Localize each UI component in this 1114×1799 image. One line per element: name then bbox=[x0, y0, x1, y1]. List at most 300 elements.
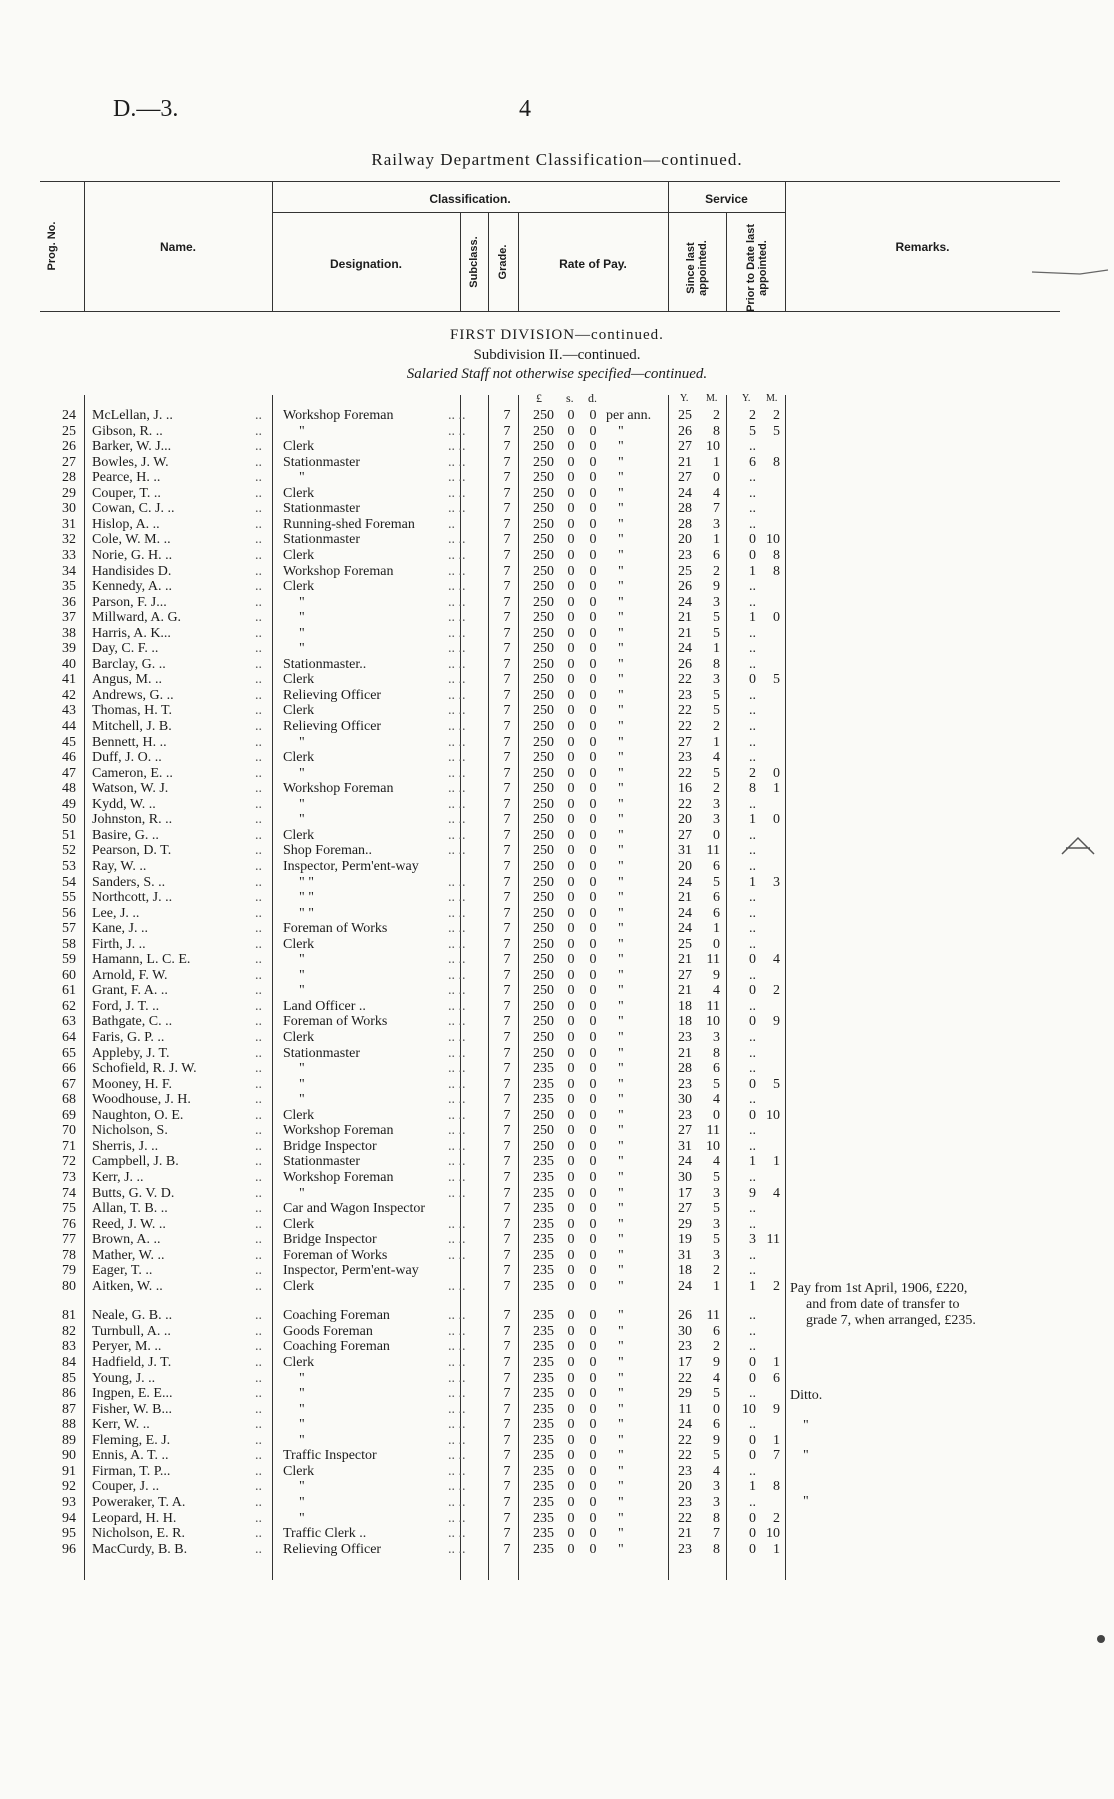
since-years-cell: 28 bbox=[678, 516, 692, 532]
since-years-cell: 27 bbox=[678, 967, 692, 983]
pay-shillings-cell: 0 bbox=[567, 485, 575, 501]
pay-pounds-cell: 235 bbox=[533, 1541, 554, 1557]
since-months-cell: 2 bbox=[713, 563, 720, 579]
pay-pounds-cell: 250 bbox=[533, 719, 554, 734]
since-months-cell: 3 bbox=[713, 594, 720, 610]
pay-shillings-cell: 0 bbox=[567, 890, 575, 906]
leader-dots: .. bbox=[255, 1014, 262, 1030]
pay-shillings-cell: 0 bbox=[567, 812, 575, 828]
prior-years-cell: .. bbox=[749, 1494, 756, 1510]
leader-dots: .. bbox=[255, 967, 262, 983]
since-months-cell: 9 bbox=[713, 1355, 720, 1370]
prior-months-cell: 0 bbox=[773, 765, 780, 781]
leader-dots: .. bbox=[255, 998, 262, 1014]
name-header: Name. bbox=[159, 240, 197, 254]
pay-pounds-cell: 250 bbox=[533, 983, 554, 999]
pay-pence-cell: 0 bbox=[589, 1123, 597, 1139]
pay-shillings-cell: 0 bbox=[567, 1417, 575, 1433]
grade-cell: 7 bbox=[503, 1154, 511, 1170]
table-row bbox=[0, 921, 1114, 937]
since-years-cell: 24 bbox=[678, 921, 692, 937]
prog-no-cell: 40 bbox=[62, 656, 76, 672]
since-years-cell: 22 bbox=[678, 796, 692, 812]
pay-period-cell: " bbox=[618, 1201, 624, 1217]
since-months-cell: 2 bbox=[713, 781, 720, 797]
prior-years-cell: .. bbox=[749, 641, 756, 657]
since-months-cell: 6 bbox=[713, 1323, 720, 1339]
leader-dots: .. .. bbox=[448, 827, 466, 843]
since-months-cell: 1 bbox=[713, 734, 720, 750]
grade-cell: 7 bbox=[503, 796, 511, 812]
pay-period-cell: " bbox=[618, 1448, 624, 1464]
prog-no-cell: 75 bbox=[62, 1201, 76, 1217]
pay-shillings-cell: 0 bbox=[567, 750, 575, 766]
since-months-cell: 5 bbox=[713, 1076, 720, 1092]
pay-pounds-cell: 250 bbox=[533, 532, 554, 548]
table-row bbox=[0, 1479, 1114, 1495]
remark-aitken-line-3: grade 7, when arranged, £235. bbox=[806, 1313, 976, 1328]
leader-dots: .. .. bbox=[448, 1308, 466, 1324]
grade-cell: 7 bbox=[503, 1401, 511, 1417]
grade-cell: 7 bbox=[503, 672, 511, 688]
pay-shillings-cell: 0 bbox=[567, 827, 575, 843]
since-months-cell: 7 bbox=[713, 501, 720, 517]
pay-period-cell: " bbox=[618, 1107, 624, 1123]
table-row bbox=[0, 501, 1114, 517]
remark-couper: " bbox=[803, 1494, 809, 1509]
prog-no-cell: 71 bbox=[62, 1138, 76, 1154]
prior-years-cell: .. bbox=[749, 1045, 756, 1061]
prior-years-cell: .. bbox=[749, 921, 756, 937]
since-months-cell: 3 bbox=[713, 1030, 720, 1045]
grade-cell: 7 bbox=[503, 1076, 511, 1092]
grade-cell: 7 bbox=[503, 1216, 511, 1232]
table-row bbox=[0, 1170, 1114, 1186]
table-row bbox=[0, 1371, 1114, 1387]
leader-dots: .. bbox=[255, 890, 262, 906]
pay-period-cell: " bbox=[618, 579, 624, 595]
since-years-cell: 23 bbox=[678, 1541, 692, 1557]
since-last-header: Since last appointed. bbox=[685, 240, 709, 296]
designation-cell: " bbox=[299, 1370, 305, 1386]
pay-pence-cell: 0 bbox=[589, 547, 597, 563]
classification-header: Classification. bbox=[429, 192, 511, 206]
grade-cell: 7 bbox=[503, 1232, 511, 1248]
leader-dots: .. .. bbox=[448, 921, 466, 937]
prior-months-cell: 9 bbox=[773, 1014, 780, 1030]
table-row bbox=[0, 1263, 1114, 1279]
designation-cell: " bbox=[299, 1092, 305, 1108]
grade-cell: 7 bbox=[503, 734, 511, 750]
pay-pounds-cell: 235 bbox=[533, 1370, 554, 1386]
leader-dots: .. .. bbox=[448, 936, 466, 952]
pay-pence-cell: 0 bbox=[589, 796, 597, 812]
grade-cell: 7 bbox=[503, 1417, 511, 1433]
pay-pence-cell: 0 bbox=[589, 610, 597, 626]
since-months-cell: 3 bbox=[713, 1247, 720, 1263]
grade-cell: 7 bbox=[503, 532, 511, 548]
pay-period-cell: " bbox=[618, 610, 624, 626]
pay-shillings-cell: 0 bbox=[567, 1201, 575, 1217]
name-cell: Hadfield, J. T. bbox=[92, 1355, 172, 1370]
prior-months-cell: 1 bbox=[773, 1432, 780, 1448]
staff-heading: Salaried Staff not otherwise specified—continued. bbox=[406, 366, 708, 382]
pay-shillings-cell: 0 bbox=[567, 1154, 575, 1170]
remark-young: Ditto. bbox=[790, 1388, 823, 1403]
since-months-cell: 3 bbox=[713, 672, 720, 688]
leader-dots: .. bbox=[255, 703, 262, 719]
name-cell: Lee, J. .. bbox=[92, 905, 140, 921]
table-row bbox=[0, 766, 1114, 782]
service-header: Service bbox=[705, 192, 748, 206]
name-cell: MacCurdy, B. B. bbox=[92, 1541, 188, 1557]
prog-no-cell: 48 bbox=[62, 781, 76, 797]
grade-cell: 7 bbox=[503, 1479, 511, 1495]
pay-pence-cell: 0 bbox=[589, 1247, 597, 1263]
designation-cell: Workshop Foreman bbox=[283, 408, 394, 423]
since-months-cell: 8 bbox=[713, 1045, 720, 1061]
leader-dots: .. .. bbox=[448, 1169, 466, 1185]
pay-shillings-cell: 0 bbox=[567, 656, 575, 672]
pay-period-cell: " bbox=[618, 1263, 624, 1279]
name-cell: Young, J. .. bbox=[92, 1370, 156, 1386]
since-years-cell: 31 bbox=[678, 1247, 692, 1263]
pay-pence-cell: 0 bbox=[589, 579, 597, 595]
leader-dots: .. bbox=[255, 687, 262, 703]
pay-pounds-cell: 235 bbox=[533, 1201, 554, 1217]
designation-cell: Stationmaster bbox=[283, 1154, 360, 1170]
pay-period-cell: " bbox=[618, 967, 624, 983]
since-years-cell: 20 bbox=[678, 1479, 692, 1495]
leader-dots: .. .. bbox=[448, 874, 466, 890]
since-months-cell: 10 bbox=[706, 439, 720, 455]
prior-months-cell: 10 bbox=[766, 1526, 780, 1542]
leader-dots: .. bbox=[255, 532, 262, 548]
pay-pence-cell: 0 bbox=[589, 812, 597, 828]
pay-period-cell: " bbox=[618, 1526, 624, 1542]
pay-shillings-cell: 0 bbox=[567, 1510, 575, 1526]
leader-dots: .. .. bbox=[448, 1417, 466, 1433]
designation-cell: Stationmaster.. bbox=[283, 656, 367, 672]
pay-pounds-cell: 235 bbox=[533, 1247, 554, 1263]
prog-no-cell: 53 bbox=[62, 858, 76, 874]
pay-pence-cell: 0 bbox=[589, 563, 597, 579]
leader-dots: .. .. bbox=[448, 439, 466, 455]
since-months-cell: 0 bbox=[713, 1401, 720, 1417]
leader-dots: .. .. bbox=[448, 1123, 466, 1139]
prog-no-cell: 61 bbox=[62, 983, 76, 999]
leader-dots: .. .. bbox=[448, 423, 466, 439]
prior-years-cell: 1 bbox=[749, 610, 756, 626]
prior-months-cell: 8 bbox=[773, 547, 780, 563]
grade-cell: 7 bbox=[503, 750, 511, 766]
designation-cell: Stationmaster bbox=[283, 532, 360, 548]
pay-pounds-cell: 250 bbox=[533, 547, 554, 563]
since-years-cell: 27 bbox=[678, 1201, 692, 1217]
pay-pence-cell: 0 bbox=[589, 983, 597, 999]
leader-dots: .. bbox=[255, 921, 262, 937]
grade-cell: 7 bbox=[503, 1247, 511, 1263]
pay-pence-cell: 0 bbox=[589, 1355, 597, 1370]
grade-cell: 7 bbox=[503, 1138, 511, 1154]
leader-dots: .. bbox=[255, 812, 262, 828]
designation-cell: " " bbox=[299, 905, 314, 921]
prior-years-cell: 0 bbox=[749, 532, 756, 548]
remarks-header: Remarks. bbox=[895, 240, 950, 254]
since-months-cell: 8 bbox=[713, 656, 720, 672]
prior-years-cell: .. bbox=[749, 1201, 756, 1217]
since-years-cell: 31 bbox=[678, 1138, 692, 1154]
leader-dots: .. bbox=[255, 439, 262, 455]
prior-years-cell: .. bbox=[749, 1061, 756, 1077]
name-cell: Couper, J. .. bbox=[92, 1479, 160, 1495]
pay-pounds-cell: 250 bbox=[533, 967, 554, 983]
pay-pence-cell: 0 bbox=[589, 1045, 597, 1061]
prior-years-cell: 0 bbox=[749, 983, 756, 999]
grade-cell: 7 bbox=[503, 579, 511, 595]
prog-no-cell: 51 bbox=[62, 827, 76, 843]
pay-pounds-cell: 250 bbox=[533, 796, 554, 812]
pay-pounds-cell: 250 bbox=[533, 672, 554, 688]
grade-cell: 7 bbox=[503, 874, 511, 890]
since-months-cell: 2 bbox=[713, 408, 720, 423]
designation-cell: " bbox=[299, 1417, 305, 1433]
pay-period-cell: " bbox=[618, 1479, 624, 1495]
prog-no-cell: 52 bbox=[62, 843, 76, 859]
pay-pence-cell: 0 bbox=[589, 1014, 597, 1030]
grade-cell: 7 bbox=[503, 501, 511, 517]
leader-dots: .. .. bbox=[448, 547, 466, 563]
pay-period-cell: " bbox=[618, 843, 624, 859]
table-row bbox=[0, 1417, 1114, 1433]
prog-no-cell: 62 bbox=[62, 998, 76, 1014]
leader-dots: .. .. bbox=[448, 765, 466, 781]
table-row bbox=[0, 1402, 1114, 1418]
pay-period-cell: " bbox=[618, 625, 624, 641]
pay-period-cell: " bbox=[618, 1432, 624, 1448]
pay-shillings-cell: 0 bbox=[567, 998, 575, 1014]
leader-dots: .. .. bbox=[448, 563, 466, 579]
pay-pence-cell: 0 bbox=[589, 1278, 597, 1294]
name-cell: Neale, G. B. .. bbox=[92, 1308, 173, 1324]
pay-period-cell: " bbox=[618, 905, 624, 921]
pay-pounds-cell: 235 bbox=[533, 1494, 554, 1510]
pay-period-cell: " bbox=[618, 439, 624, 455]
table-row bbox=[0, 532, 1114, 548]
since-years-cell: 21 bbox=[678, 983, 692, 999]
table-row bbox=[0, 641, 1114, 657]
pay-period-cell: " bbox=[618, 921, 624, 937]
name-cell: Watson, W. J. bbox=[92, 781, 169, 797]
grade-cell: 7 bbox=[503, 827, 511, 843]
table-row bbox=[0, 1339, 1114, 1355]
leader-dots: .. .. bbox=[448, 1463, 466, 1479]
pay-shillings-cell: 0 bbox=[567, 921, 575, 937]
prog-no-cell: 81 bbox=[62, 1308, 76, 1324]
table-row bbox=[0, 610, 1114, 626]
since-years-cell: 21 bbox=[678, 1526, 692, 1542]
prog-no-cell: 43 bbox=[62, 703, 76, 719]
pay-period-cell: " bbox=[618, 936, 624, 952]
table-row bbox=[0, 486, 1114, 502]
table-row bbox=[0, 1092, 1114, 1108]
pay-pence-cell: 0 bbox=[589, 672, 597, 688]
prog-no-cell: 68 bbox=[62, 1092, 76, 1108]
pay-shillings-cell: 0 bbox=[567, 625, 575, 641]
table-row bbox=[0, 424, 1114, 440]
leader-dots: .. bbox=[255, 1417, 262, 1433]
prog-no-cell: 27 bbox=[62, 454, 76, 470]
pay-shillings-cell: 0 bbox=[567, 781, 575, 797]
prog-no-cell: 36 bbox=[62, 594, 76, 610]
prior-years-cell: 6 bbox=[749, 454, 756, 470]
pay-pence-cell: 0 bbox=[589, 641, 597, 657]
since-months-cell: 5 bbox=[713, 1232, 720, 1248]
leader-dots: .. bbox=[255, 1030, 262, 1045]
grade-cell: 7 bbox=[503, 1263, 511, 1279]
leader-dots: .. .. bbox=[448, 1185, 466, 1201]
pay-pence-cell: 0 bbox=[589, 1339, 597, 1355]
prior-months-cell: 2 bbox=[773, 1278, 780, 1294]
pay-pence-cell: 0 bbox=[589, 1076, 597, 1092]
pay-shillings-cell: 0 bbox=[567, 1232, 575, 1248]
name-cell: Pearce, H. .. bbox=[92, 470, 161, 486]
prior-years-cell: .. bbox=[749, 827, 756, 843]
name-cell: Barker, W. J... bbox=[92, 439, 172, 455]
pay-pence-cell: 0 bbox=[589, 1417, 597, 1433]
grade-cell: 7 bbox=[503, 812, 511, 828]
prog-no-cell: 86 bbox=[62, 1386, 76, 1402]
designation-cell: Clerk bbox=[283, 547, 315, 563]
table-row bbox=[0, 890, 1114, 906]
leader-dots: .. bbox=[255, 1061, 262, 1077]
prior-years-cell: 9 bbox=[749, 1185, 756, 1201]
pay-pounds-cell: 235 bbox=[533, 1216, 554, 1232]
since-years-cell: 23 bbox=[678, 1463, 692, 1479]
designation-cell: Traffic Inspector bbox=[283, 1448, 377, 1464]
name-cell: Parson, F. J... bbox=[92, 594, 167, 610]
pay-period-cell: " bbox=[618, 781, 624, 797]
name-cell: Nicholson, E. R. bbox=[92, 1526, 185, 1542]
pay-pounds-cell: 250 bbox=[533, 625, 554, 641]
name-cell: Johnston, R. .. bbox=[92, 812, 173, 828]
pay-pounds-cell: 250 bbox=[533, 1014, 554, 1030]
pay-period-cell: " bbox=[618, 1541, 624, 1557]
leader-dots: .. bbox=[255, 408, 262, 423]
designation-cell: Car and Wagon Inspector bbox=[283, 1201, 426, 1217]
table-row bbox=[0, 517, 1114, 533]
designation-cell: " bbox=[299, 423, 305, 439]
prior-years-cell: 2 bbox=[749, 765, 756, 781]
grade-cell: 7 bbox=[503, 890, 511, 906]
name-cell: Faris, G. P. .. bbox=[92, 1030, 165, 1045]
pay-period-cell: " bbox=[618, 890, 624, 906]
since-months-cell: 5 bbox=[713, 1201, 720, 1217]
leader-dots: .. .. bbox=[448, 641, 466, 657]
leader-dots: .. .. bbox=[448, 1494, 466, 1510]
leader-dots: .. bbox=[255, 656, 262, 672]
since-years-cell: 24 bbox=[678, 874, 692, 890]
prog-no-cell: 78 bbox=[62, 1247, 76, 1263]
since-years-cell: 24 bbox=[678, 1154, 692, 1170]
remark-aitken bbox=[790, 1281, 976, 1329]
prog-no-cell: 41 bbox=[62, 672, 76, 688]
since-months-cell: 0 bbox=[713, 936, 720, 952]
designation-cell: " bbox=[299, 1185, 305, 1201]
designation-cell: Stationmaster bbox=[283, 454, 360, 470]
since-months-cell: 4 bbox=[713, 983, 720, 999]
since-months-cell: 7 bbox=[713, 1526, 720, 1542]
prior-months-cell: 1 bbox=[773, 1355, 780, 1370]
prior-years-cell: 1 bbox=[749, 1278, 756, 1294]
prog-no-cell: 26 bbox=[62, 439, 76, 455]
designation-cell: " bbox=[299, 1494, 305, 1510]
since-months-cell: 3 bbox=[713, 1216, 720, 1232]
pay-pence-cell: 0 bbox=[589, 858, 597, 874]
leader-dots: .. bbox=[255, 796, 262, 812]
pay-pence-cell: 0 bbox=[589, 1448, 597, 1464]
since-years-cell: 26 bbox=[678, 423, 692, 439]
pay-shillings-cell: 0 bbox=[567, 687, 575, 703]
pay-pounds-cell: 235 bbox=[533, 1463, 554, 1479]
pay-shillings-cell: 0 bbox=[567, 1247, 575, 1263]
prior-months-cell: 6 bbox=[773, 1370, 780, 1386]
since-months-cell: 11 bbox=[706, 1123, 720, 1139]
pay-pence-cell: 0 bbox=[589, 719, 597, 734]
pay-shillings-cell: 0 bbox=[567, 1138, 575, 1154]
designation-cell: " bbox=[299, 796, 305, 812]
pay-shillings-cell: 0 bbox=[567, 1014, 575, 1030]
pay-pence-cell: 0 bbox=[589, 874, 597, 890]
leader-dots: .. bbox=[255, 1339, 262, 1355]
table-row bbox=[0, 1014, 1114, 1030]
pay-pence-cell: 0 bbox=[589, 921, 597, 937]
pay-shillings-cell: 0 bbox=[567, 1479, 575, 1495]
pay-pounds-cell: 250 bbox=[533, 781, 554, 797]
pay-shillings-cell: 0 bbox=[567, 1432, 575, 1448]
designation-cell: Clerk bbox=[283, 672, 315, 688]
prior-years-cell: .. bbox=[749, 1308, 756, 1324]
pay-period-cell: " bbox=[618, 827, 624, 843]
since-months-cell: 5 bbox=[713, 765, 720, 781]
designation-cell: " bbox=[299, 625, 305, 641]
pay-pounds-cell: 250 bbox=[533, 579, 554, 595]
leader-dots: .. .. bbox=[448, 967, 466, 983]
designation-cell: " " bbox=[299, 874, 314, 890]
designation-cell: Traffic Clerk .. bbox=[283, 1526, 367, 1542]
pay-pounds-cell: 250 bbox=[533, 687, 554, 703]
leader-dots: .. bbox=[255, 1092, 262, 1108]
pay-pence-cell: 0 bbox=[589, 1479, 597, 1495]
prior-months-cell: 5 bbox=[773, 672, 780, 688]
designation-cell: Foreman of Works bbox=[283, 921, 388, 937]
since-months-cell: 8 bbox=[713, 423, 720, 439]
prog-no-cell: 35 bbox=[62, 579, 76, 595]
grade-cell: 7 bbox=[503, 719, 511, 734]
designation-cell: " bbox=[299, 812, 305, 828]
pay-shillings-cell: 0 bbox=[567, 470, 575, 486]
name-cell: Schofield, R. J. W. bbox=[92, 1061, 197, 1077]
prior-years-cell: .. bbox=[749, 656, 756, 672]
designation-cell: Clerk bbox=[283, 936, 315, 952]
grade-cell: 7 bbox=[503, 1045, 511, 1061]
leader-dots: .. .. bbox=[448, 1030, 466, 1045]
pay-pounds-cell: 250 bbox=[533, 765, 554, 781]
designation-header: Designation. bbox=[329, 257, 402, 271]
name-cell: Duff, J. O. .. bbox=[92, 750, 162, 766]
prog-no-cell: 82 bbox=[62, 1323, 76, 1339]
pay-shillings-cell: 0 bbox=[567, 1061, 575, 1077]
